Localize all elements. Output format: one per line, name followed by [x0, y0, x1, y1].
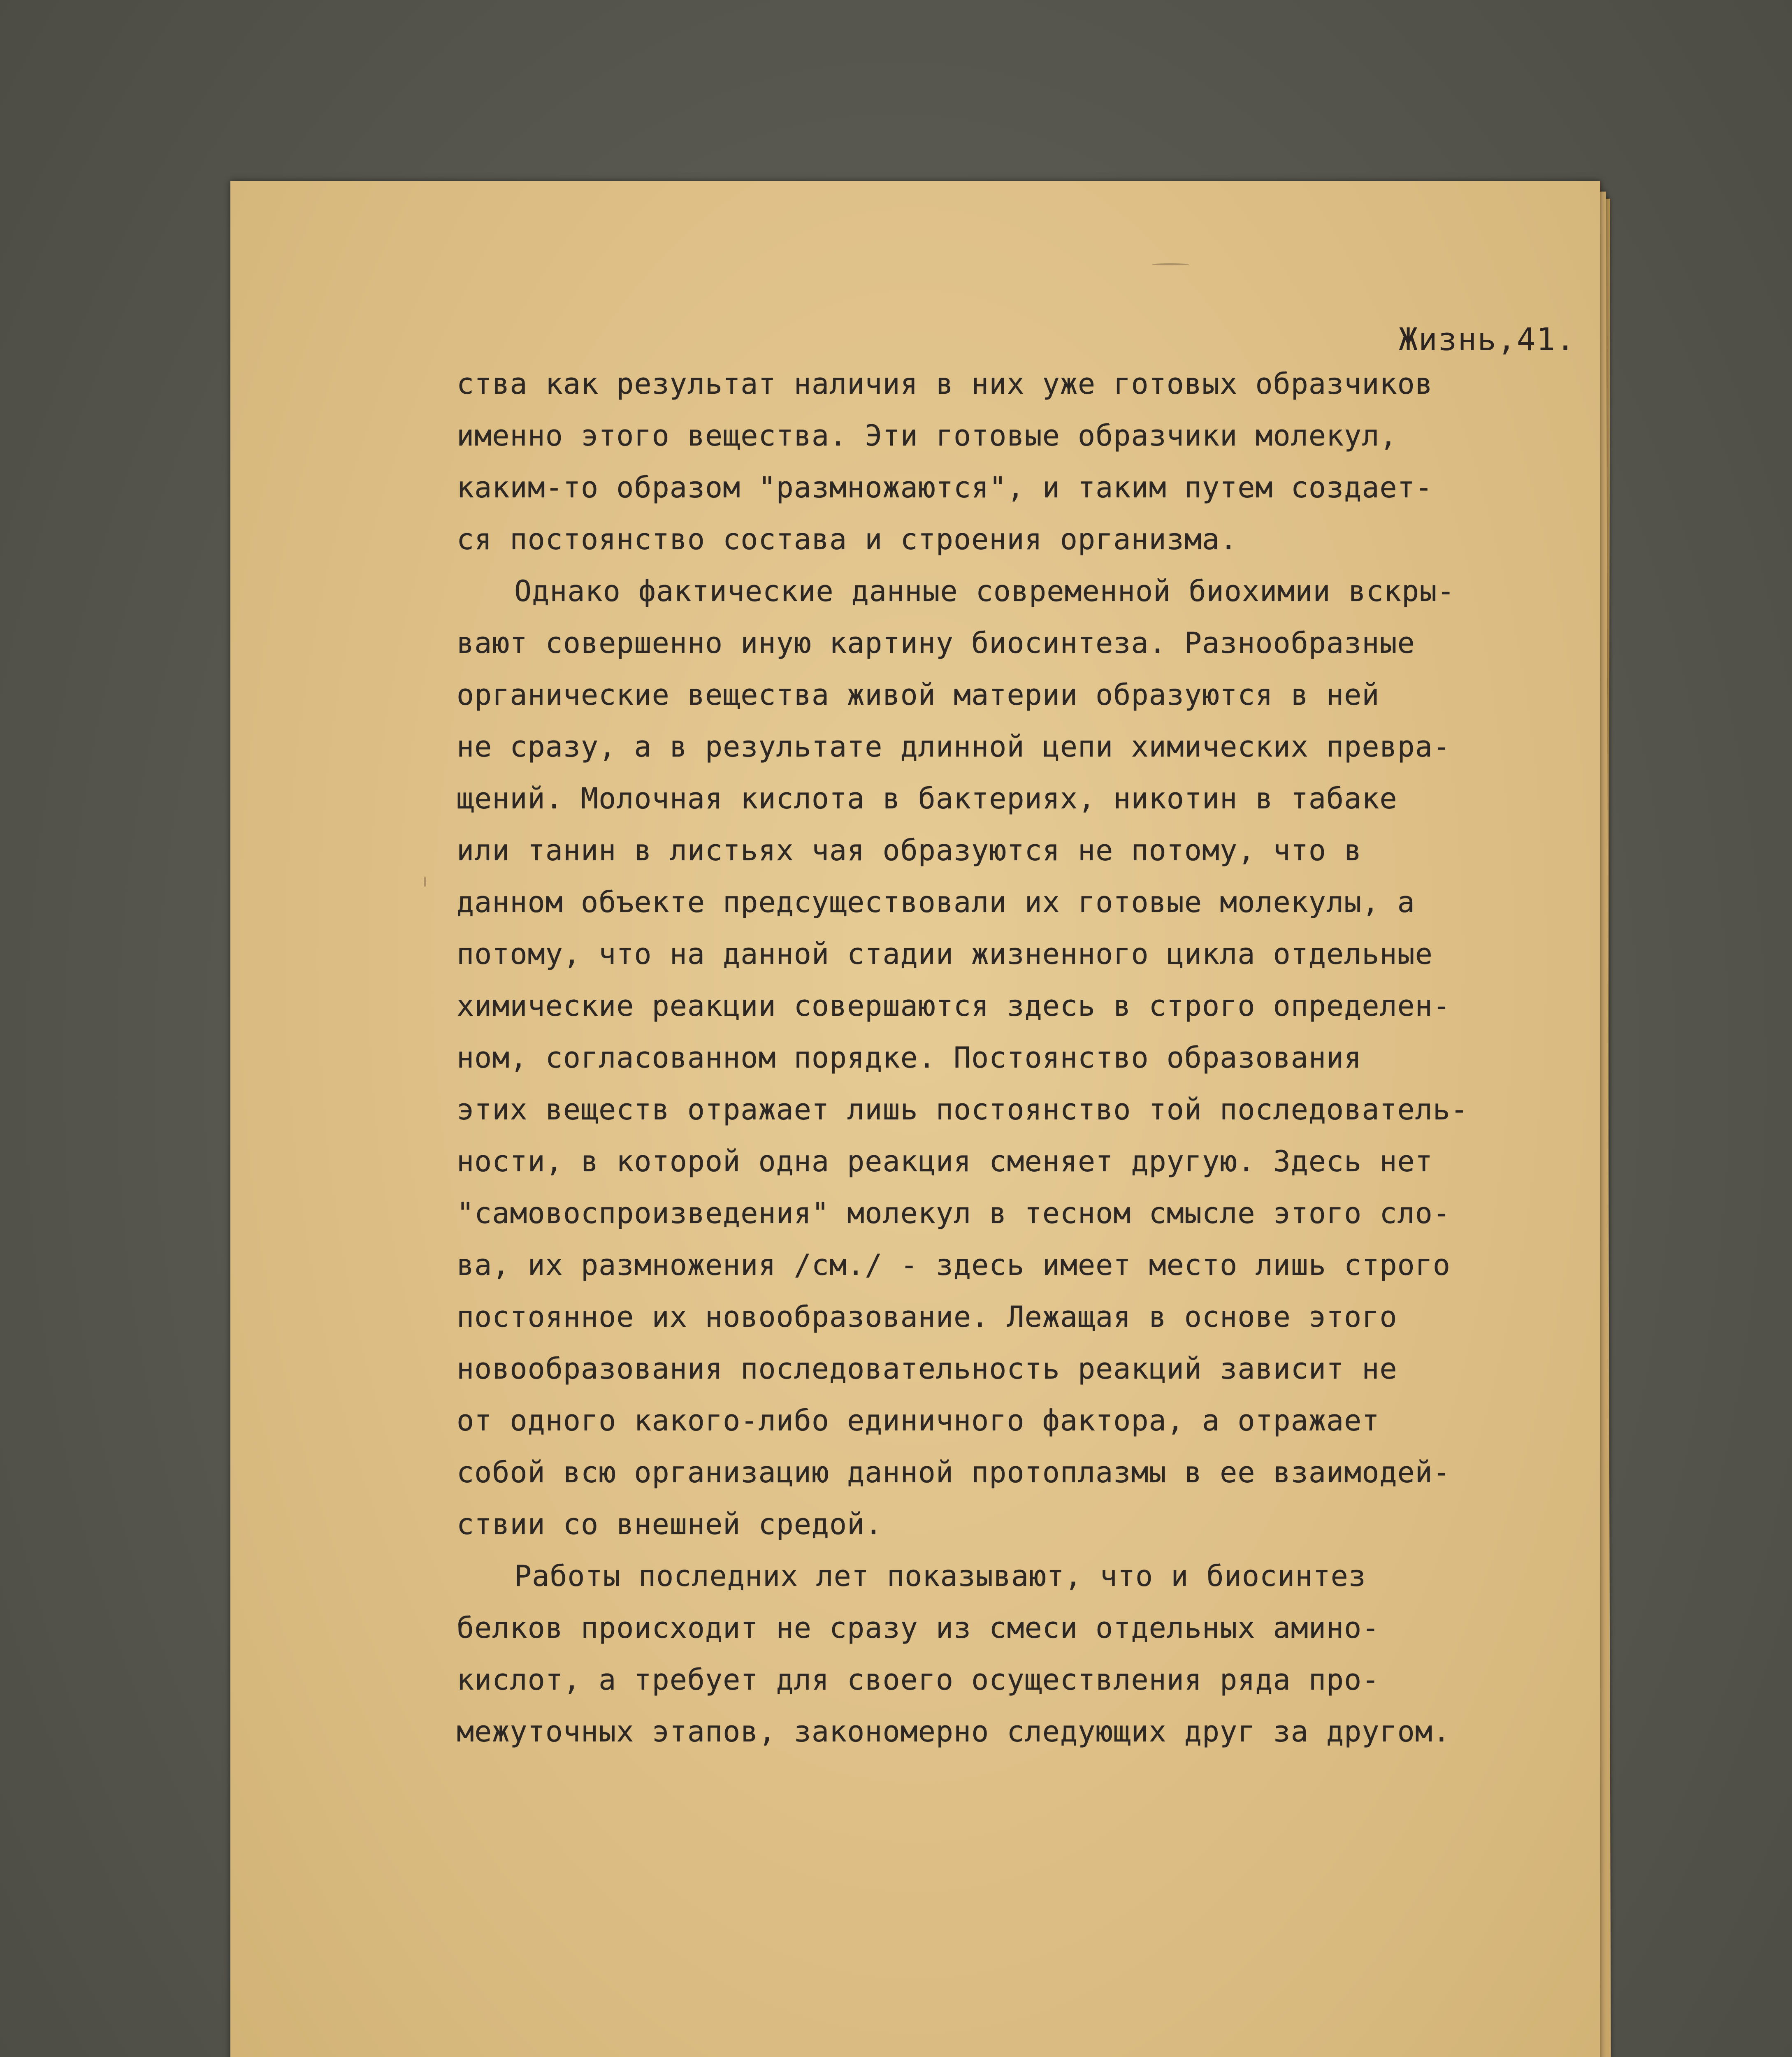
- body-text: [457, 358, 1650, 1758]
- text-line: белков происходит не сразу из смеси отдельных амино-: [457, 1611, 1380, 1645]
- text-line: ства как результат наличия в них уже готовых образчиков: [457, 367, 1433, 401]
- text-line: щений. Молочная кислота в бактериях, никотин в табаке: [457, 782, 1397, 815]
- text-line: органические вещества живой материи образуются в ней: [457, 678, 1380, 712]
- text-line: или танин в листьях чая образуются не потому, что в: [457, 833, 1362, 867]
- text-line: от одного какого-либо единичного фактора, а отражает: [457, 1404, 1380, 1437]
- paper-speck: [424, 876, 426, 887]
- text-line: Работы последних лет показывают, что и биосинтез: [514, 1559, 1366, 1593]
- text-line: Однако фактические данные современной биохимии вскры-: [514, 574, 1455, 608]
- text-line: ва, их размножения /см./ - здесь имеет место лишь строго: [457, 1248, 1451, 1282]
- text-line: ся постоянство состава и строения организма.: [457, 522, 1238, 556]
- text-line: новообразования последовательность реакций зависит не: [457, 1352, 1397, 1386]
- text-line: кислот, а требует для своего осуществления ряда про-: [457, 1663, 1380, 1697]
- text-line: собой всю организацию данной протоплазмы в ее взаимодей-: [457, 1456, 1451, 1489]
- text-line: этих веществ отражает лишь постоянство той последователь-: [457, 1093, 1469, 1126]
- text-line: потому, что на данной стадии жизненного цикла отдельные: [457, 937, 1433, 971]
- text-line: ном, согласованном порядке. Постоянство образования: [457, 1041, 1362, 1075]
- text-line: химические реакции совершаются здесь в строго определен-: [457, 989, 1451, 1023]
- text-line: не сразу, а в результате длинной цепи химических превра-: [457, 730, 1451, 764]
- text-line: ности, в которой одна реакция сменяет другую. Здесь нет: [457, 1145, 1433, 1178]
- text-line: вают совершенно иную картину биосинтеза. Разнообразные: [457, 626, 1415, 660]
- text-line: ствии со внешней средой.: [457, 1507, 883, 1541]
- typewritten-page: [230, 181, 1600, 2057]
- text-line: межуточных этапов, закономерно следующих друг за другом.: [457, 1715, 1451, 1748]
- text-line: именно этого вещества. Эти готовые образчики молекул,: [457, 419, 1397, 453]
- text-line: постоянное их новообразование. Лежащая в основе этого: [457, 1300, 1397, 1334]
- text-line: данном объекте предсуществовали их готовые молекулы, а: [457, 885, 1415, 919]
- page-header: Жизнь,41.: [1399, 321, 1576, 358]
- paper-speck: [1152, 263, 1189, 265]
- text-line: "самовоспроизведения" молекул в тесном смысле этого сло-: [457, 1196, 1451, 1230]
- text-line: каким-то образом "размножаются", и таким путем создает-: [457, 471, 1433, 504]
